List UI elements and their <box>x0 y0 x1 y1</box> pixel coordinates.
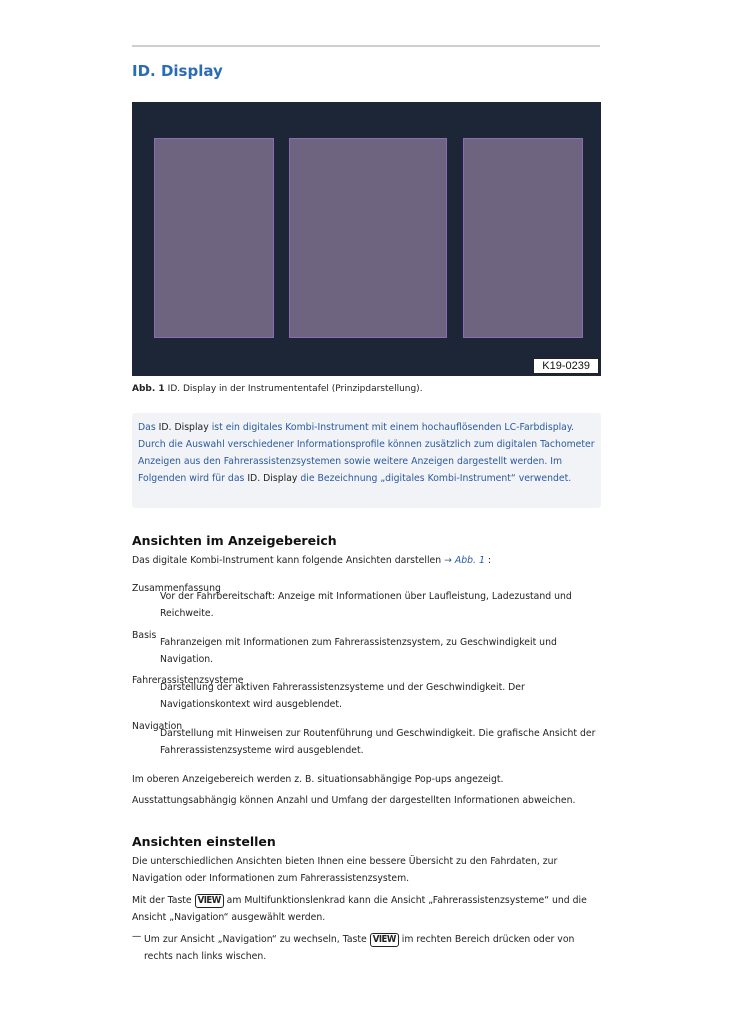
step-instruction <box>144 931 600 965</box>
figure-code: K19-0239 <box>533 358 599 374</box>
view-term: Zusammenfassung <box>132 583 221 594</box>
text-part: im rechten Bereich drücken oder von rechts nach links wischen. <box>144 934 575 962</box>
display-panel-right <box>463 138 583 338</box>
view-description: Vor der Fahrbereitschaft: Anzeige mit Informationen über Laufleistung, Ladezustand und Reichweite. <box>160 591 572 619</box>
note-text <box>138 419 595 487</box>
view-term: Fahrerassistenzsysteme <box>132 675 244 686</box>
note-product-name: ID. Display <box>158 422 209 433</box>
caption-label: Abb. 1 <box>132 384 165 394</box>
arrow-right-icon: → <box>444 555 452 566</box>
figure-link-label: Abb. 1 <box>454 555 485 566</box>
note-part: Das <box>138 422 159 433</box>
equipment-paragraph: Ausstattungsabhängig können Anzahl und Umfang der dargestellten Informationen abweichen. <box>132 795 576 806</box>
view-description: Fahranzeigen mit Informationen zum Fahrerassistenzsystem, zu Geschwindigkeit und Navigation. <box>160 637 557 665</box>
intro-end: : <box>484 555 491 566</box>
instrument-panel-figure <box>132 102 601 376</box>
figure-link[interactable] <box>444 555 485 566</box>
text-part: Um zur Ansicht „Navigation“ zu wechseln, Taste <box>144 934 370 945</box>
view-key-icon: VIEW <box>370 933 399 947</box>
page-title: ID. Display <box>132 62 223 80</box>
text-part: am Multifunktionslenkrad kann die Ansicht „Fahrerassistenzsysteme“ und die Ansicht „Navigation“ ausgewählt werden. <box>132 895 587 923</box>
view-description: Darstellung der aktiven Fahrerassistenzsysteme und der Geschwindigkeit. Der Navigationskontext wird ausgeblendet. <box>160 682 525 710</box>
view-term: Navigation <box>132 721 183 732</box>
settings-intro: Die unterschiedlichen Ansichten bieten Ihnen eine bessere Übersicht zu den Fahrdaten, zur Navigation oder Informationen zum Fahrerassistenzsystem. <box>132 856 558 884</box>
view-term: Basis <box>132 630 157 641</box>
view-key-paragraph <box>132 892 602 926</box>
section-heading-views: Ansichten im Anzeigebereich <box>132 533 337 548</box>
intro-note <box>132 413 601 508</box>
top-divider <box>132 45 600 47</box>
note-product-name: ID. Display <box>247 473 298 484</box>
intro-text: Das digitale Kombi-Instrument kann folgende Ansichten darstellen <box>132 555 445 566</box>
note-part: die Bezeichnung „digitales Kombi-Instrument“ verwendet. <box>297 473 572 484</box>
display-panel-left <box>154 138 274 338</box>
text-part: Mit der Taste <box>132 895 195 906</box>
step-dash: — <box>132 931 142 942</box>
figure-caption <box>132 384 423 394</box>
display-panel-center <box>289 138 447 338</box>
section-heading-settings: Ansichten einstellen <box>132 834 276 849</box>
note-part: ist ein digitales Kombi-Instrument mit einem hochauflösenden LC-Farbdisplay. Durch die Auswahl verschiedener Informationsprofile können zusätzlich zum digitalen Tachometer Anzeigen aus den Fahrerassistenzsystemen sowie weitere Anzeigen dargestellt werden. Im Folgenden wird für das <box>138 422 595 484</box>
views-intro <box>132 552 602 569</box>
caption-text: ID. Display in der Instrumententafel (Prinzipdarstellung). <box>167 384 423 394</box>
popup-paragraph: Im oberen Anzeigebereich werden z. B. situationsabhängige Pop-ups angezeigt. <box>132 774 504 785</box>
view-key-icon: VIEW <box>195 894 224 908</box>
view-description: Darstellung mit Hinweisen zur Routenführung und Geschwindigkeit. Die grafische Ansicht der Fahrerassistenzsysteme wird ausgeblendet. <box>160 728 596 756</box>
